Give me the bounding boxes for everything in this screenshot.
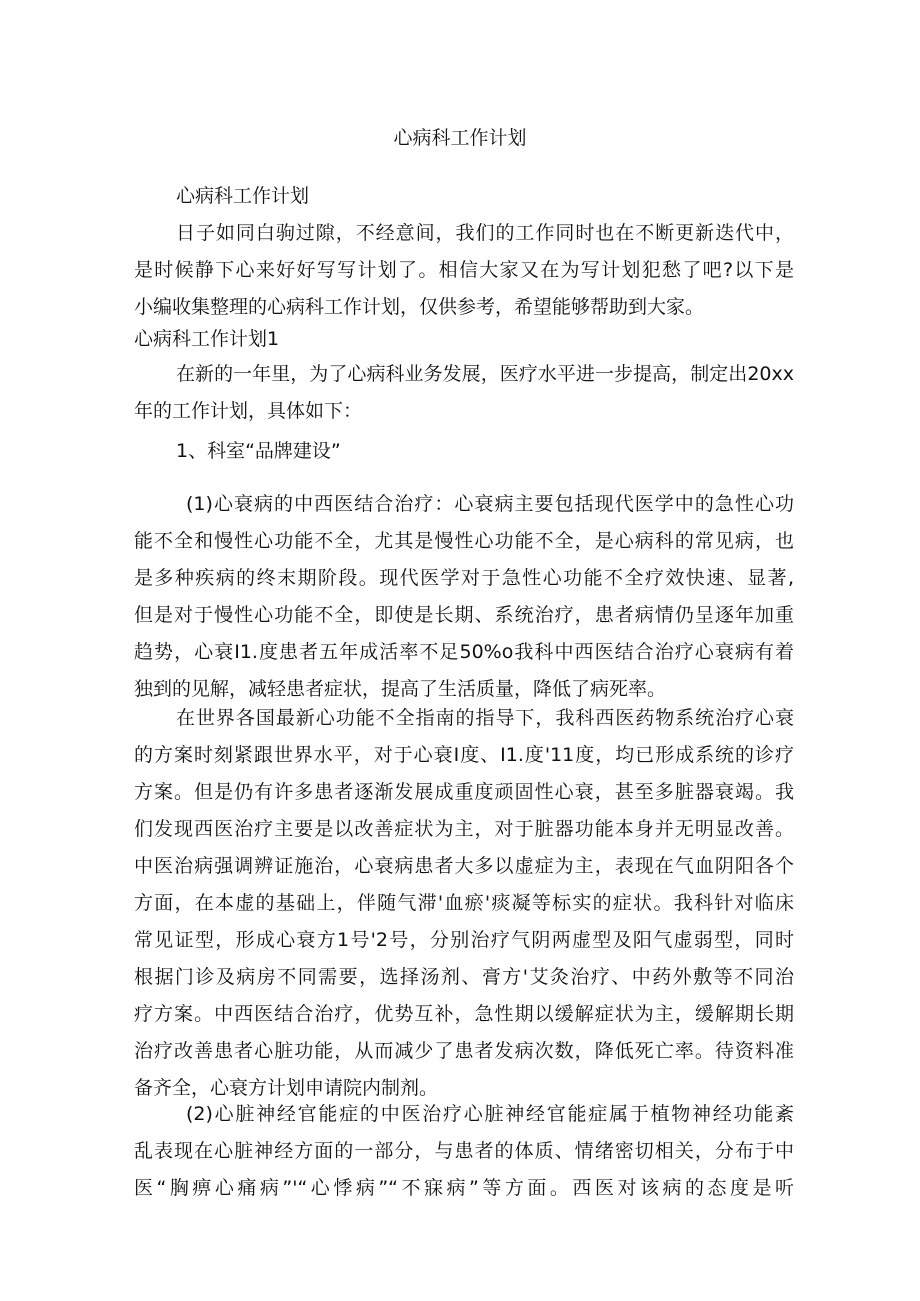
paragraph-line: 方案。但是仍有许多患者逐渐发展成重度顽固性心衰，甚至多脏器衰竭。我 (134, 781, 794, 803)
paragraph-line: 在世界各国最新心功能不全指南的指导下，我科西医药物系统治疗心衰 (176, 707, 794, 729)
paragraph-line: 方面，在本虚的基础上，伴随气滞'血瘀'痰凝等标实的症状。我科针对临床 (134, 892, 794, 914)
intro-paragraph (134, 215, 794, 326)
paragraph-line: 的方案时刻紧跟世界水平，对于心衰I度、I1.度'11度，均已形成系统的诊疗 (134, 744, 794, 766)
paragraph-line: (2)心脏神经官能症的中医治疗心脏神经官能症属于植物神经功能紊 (186, 1103, 794, 1125)
intro-line: 日子如同白驹过隙，不经意间，我们的工作同时也在不断更新迭代中， (176, 222, 794, 244)
intro-line: 是时候静下心来好好写写计划了。相信大家又在为写计划犯愁了吧?以下是 (134, 259, 794, 281)
intro-line: 小编收集整理的心病科工作计划，仅供参考，希望能够帮助到大家。 (134, 296, 705, 318)
paragraph-line: 独到的见解，减轻患者症状，提高了生活质量，降低了病死率。 (134, 678, 667, 700)
paragraph-guidelines (134, 700, 794, 1107)
paragraph-line: 是多种疾病的终末期阶段。现代医学对于急性心功能不全疗效快速、显著, (134, 567, 794, 589)
paragraph-line: (1)心衰病的中西医结合治疗：心衰病主要包括现代医学中的急性心功 (186, 493, 794, 515)
paragraph-line: 趋势，心衰I1.度患者五年成活率不足50%o我科中西医结合治疗心衰病有着 (134, 641, 794, 663)
paragraph-heart-failure (134, 486, 794, 708)
section-heading-block (134, 321, 794, 358)
paragraph-line: 备齐全，心衰方计划申请院内制剂。 (134, 1077, 439, 1099)
document-subtitle: 心病科工作计划 (176, 185, 310, 207)
document-title: 心病科工作计划 (393, 127, 527, 149)
paragraph-line: 乱表现在心脏神经方面的一部分，与患者的体质、情绪密切相关，分布于中 (134, 1140, 794, 1162)
item-heading-block (134, 433, 794, 470)
paragraph-cardiac-neurosis (134, 1096, 794, 1207)
opening-line: 年的工作计划，具体如下： (134, 400, 363, 422)
opening-line: 在新的一年里，为了心病科业务发展，医疗水平进一步提高，制定出20xx (176, 363, 794, 385)
item-heading: 1、科室“品牌建设” (176, 440, 341, 462)
paragraph-line: 根据门诊及病房不同需要，选择汤剂、膏方'艾灸治疗、中药外敷等不同治 (134, 966, 794, 988)
opening-paragraph (134, 356, 794, 430)
paragraph-line: 但是对于慢性心功能不全，即使是长期、系统治疗，患者病情仍呈逐年加重 (134, 604, 794, 626)
paragraph-line: 中医治病强调辨证施治，心衰病患者大多以虚症为主，表现在气血阴阳各个 (134, 855, 794, 877)
section-heading: 心病科工作计划1 (134, 328, 280, 350)
paragraph-line: 能不全和慢性心功能不全，尤其是慢性心功能不全，是心病科的常见病，也 (134, 530, 794, 552)
paragraph-line: 医“胸痹心痛病”'“心悸病”“不寐病”等方面。西医对该病的态度是听 (134, 1177, 794, 1199)
document-subtitle-block (134, 178, 794, 215)
paragraph-line: 们发现西医治疗主要是以改善症状为主，对于脏器功能本身并无明显改善。 (134, 818, 794, 840)
paragraph-line: 治疗改善患者心脏功能，从而减少了患者发病次数，降低死亡率。待资料准 (134, 1040, 794, 1062)
paragraph-line: 常见证型，形成心衰方1号'2号，分别治疗气阴两虚型及阳气虚弱型，同时 (134, 929, 794, 951)
paragraph-line: 疗方案。中西医结合治疗，优势互补，急性期以缓解症状为主，缓解期长期 (134, 1003, 794, 1025)
